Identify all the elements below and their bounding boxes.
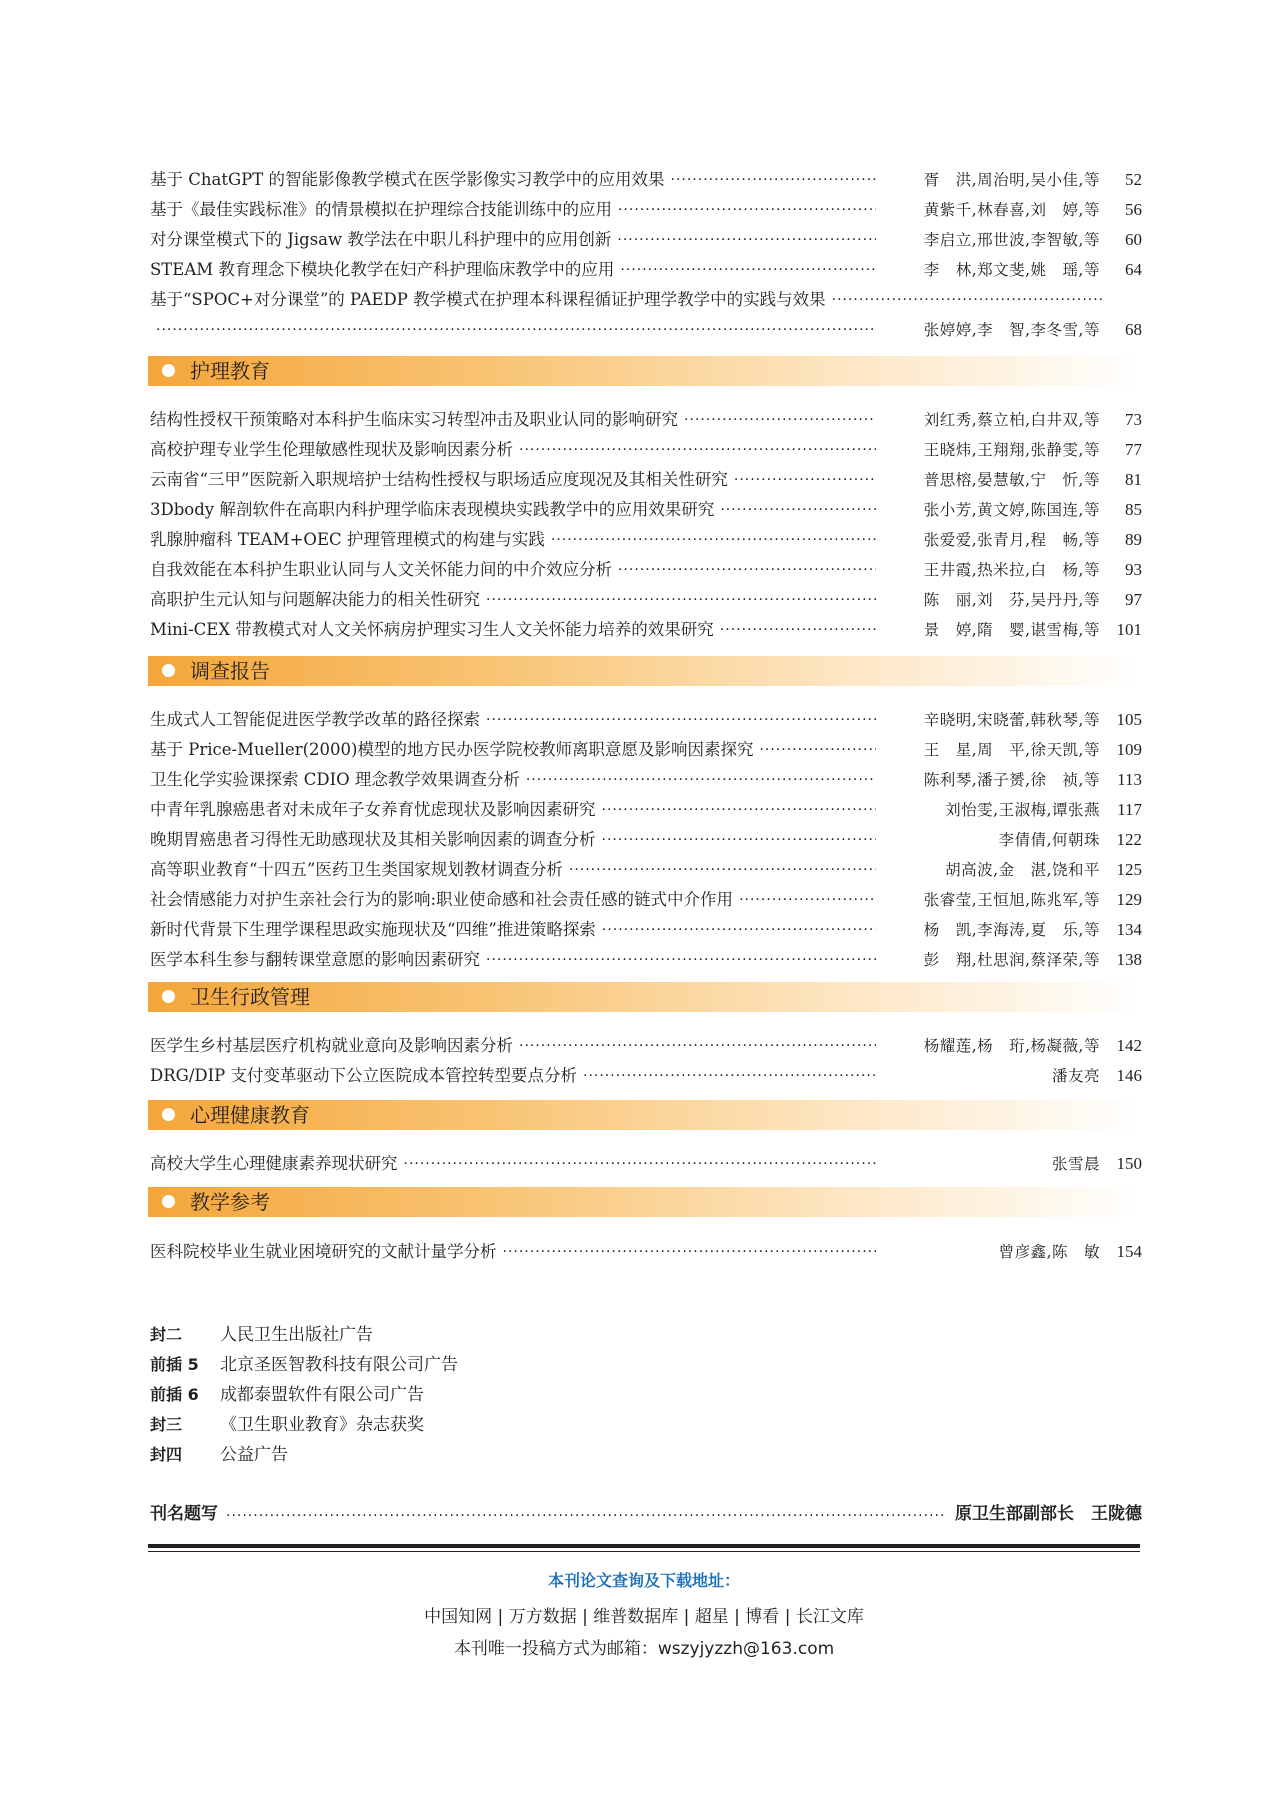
- toc-entry: [150, 550, 1142, 580]
- entry-page: 154: [1116, 1242, 1142, 1261]
- entry-title: 高职护生元认知与问题解决能力的相关性研究: [150, 590, 480, 609]
- entry-page: 129: [1116, 890, 1142, 909]
- credit-label: 刊名题写: [150, 1504, 218, 1524]
- advertisement-list: [150, 1320, 458, 1470]
- entry-page: 150: [1116, 1154, 1142, 1173]
- toc-block: [150, 400, 1142, 640]
- entry-page: 85: [1125, 500, 1142, 519]
- entry-title: 高校大学生心理健康素养现状研究: [150, 1154, 398, 1173]
- entry-title: 医学本科生参与翻转课堂意愿的影响因素研究: [150, 950, 480, 969]
- ad-item: [150, 1440, 458, 1470]
- toc-entry: [150, 700, 1142, 730]
- toc-entry: [150, 220, 1142, 250]
- section-header: [148, 1100, 1140, 1130]
- entry-page: 101: [1116, 620, 1142, 639]
- entry-authors: 张雪晨: [1051, 1155, 1100, 1173]
- entry-page: 142: [1116, 1036, 1142, 1055]
- toc-entry: [150, 190, 1142, 220]
- dot-leader: [486, 710, 876, 730]
- entry-authors: 杨 凯,李海涛,夏 乐,等: [923, 921, 1100, 939]
- toc-entry: [150, 430, 1142, 460]
- toc-block: [150, 160, 1142, 340]
- entry-authors: 曾彦鑫,陈 敏: [998, 1243, 1100, 1261]
- entry-title: 自我效能在本科护生职业认同与人文关怀能力间的中介效应分析: [150, 560, 612, 579]
- entry-page: 125: [1116, 860, 1142, 879]
- entry-title: 医学生乡村基层医疗机构就业意向及影响因素分析: [150, 1036, 513, 1055]
- dot-leader: [226, 1508, 947, 1524]
- entry-page: 64: [1125, 260, 1142, 279]
- credit-value: 原卫生部副部长 王陇德: [955, 1504, 1142, 1524]
- entry-title: 新时代背景下生理学课程思政实施现状及“四维”推进策略探索: [150, 920, 596, 939]
- dot-leader: [583, 1066, 876, 1086]
- section-title: 教学参考: [190, 1190, 270, 1214]
- dot-leader: [503, 1242, 877, 1262]
- entry-title: 云南省“三甲”医院新入职规培护士结构性授权与职场适应度现况及其相关性研究: [150, 470, 728, 489]
- entry-authors: 彭 翔,杜思润,蔡泽荣,等: [923, 951, 1100, 969]
- dot-leader: [519, 1036, 876, 1056]
- entry-authors: 刘红秀,蔡立柏,白井双,等: [923, 411, 1100, 429]
- dot-leader: [620, 260, 876, 280]
- entry-title: Mini-CEX 带教模式对人文关怀病房护理实习生人文关怀能力培养的效果研究: [150, 620, 714, 639]
- ad-item: [150, 1350, 458, 1380]
- toc-entry: [150, 880, 1142, 910]
- entry-title: 医科院校毕业生就业困境研究的文献计量学分析: [150, 1242, 497, 1261]
- entry-page: 146: [1116, 1066, 1142, 1085]
- entry-authors: 景 婷,隋 婴,谌雪梅,等: [923, 621, 1100, 639]
- toc-entry: [150, 760, 1142, 790]
- entry-authors: 胡高波,金 湛,饶和平: [945, 861, 1100, 879]
- dot-leader: [739, 890, 876, 910]
- ad-position: 前插 6: [150, 1385, 199, 1404]
- entry-title: 卫生化学实验课探索 CDIO 理念教学效果调查分析: [150, 770, 520, 789]
- toc-entry: [150, 1056, 1142, 1086]
- divider-thin: [148, 1551, 1140, 1552]
- entry-authors: 普思榕,晏慧敏,宁 忻,等: [923, 471, 1100, 489]
- footer-sources: 中国知网 | 万方数据 | 维普数据库 | 超星 | 博看 | 长江文库: [424, 1607, 864, 1627]
- entry-title: 对分课堂模式下的 Jigsaw 教学法在中职儿科护理中的应用创新: [150, 230, 612, 249]
- entry-authors: 陈 丽,刘 芬,吴丹丹,等: [923, 591, 1100, 609]
- entry-title: 生成式人工智能促进医学教学改革的路径探索: [150, 710, 480, 729]
- entry-authors: 李启立,邢世波,李智敏,等: [923, 231, 1100, 249]
- dot-leader: [569, 860, 876, 880]
- entry-page: 109: [1116, 740, 1142, 759]
- entry-title: 基于“SPOC+对分课堂”的 PAEDP 教学模式在护理本科课程循证护理学教学中的实践与效果: [150, 290, 826, 309]
- dot-leader: [720, 500, 876, 520]
- entry-authors: 张婷婷,李 智,李冬雪,等: [923, 321, 1100, 339]
- entry-authors: 李倩倩,何朝珠: [998, 831, 1100, 849]
- entry-page: 56: [1125, 200, 1142, 219]
- dot-leader: [156, 320, 876, 340]
- entry-page: 73: [1125, 410, 1142, 429]
- dot-leader: [617, 230, 876, 250]
- dot-leader: [519, 440, 876, 460]
- entry-authors: 辛晓明,宋晓蕾,韩秋琴,等: [923, 711, 1100, 729]
- toc-entry: [150, 490, 1142, 520]
- entry-page: 105: [1116, 710, 1142, 729]
- toc-entry: [150, 460, 1142, 490]
- entry-page: 122: [1116, 830, 1142, 849]
- entry-page: 68: [1125, 320, 1142, 339]
- toc-entry: [150, 790, 1142, 820]
- entry-authors: 刘怡雯,王淑梅,谭张燕: [945, 801, 1100, 819]
- toc-entry: [150, 1026, 1142, 1056]
- entry-authors: 王井霞,热米拉,白 杨,等: [923, 561, 1100, 579]
- entry-title: STEAM 教育理念下模块化教学在妇产科护理临床教学中的应用: [150, 260, 615, 279]
- entry-authors: 张爱爱,张青月,程 畅,等: [923, 531, 1100, 549]
- entry-title: 中青年乳腺癌患者对未成年子女养育忧虑现状及影响因素研究: [150, 800, 596, 819]
- section-header: [148, 656, 1140, 686]
- section-header: [148, 356, 1140, 386]
- section-header: [148, 1187, 1140, 1217]
- bullet-icon: [162, 990, 175, 1003]
- entry-title: 高等职业教育“十四五”医药卫生类国家规划教材调查分析: [150, 860, 563, 879]
- ad-position: 封三: [150, 1415, 183, 1434]
- toc-entry: [150, 910, 1142, 940]
- toc-entry: [150, 1144, 1142, 1174]
- entry-page: 77: [1125, 440, 1142, 459]
- toc-block: [150, 1232, 1142, 1262]
- entry-title: 3Dbody 解剖软件在高职内科护理学临床表现模块实践教学中的应用效果研究: [150, 500, 715, 519]
- dot-leader: [671, 170, 877, 190]
- bullet-icon: [162, 1108, 175, 1121]
- entry-authors: 胥 洪,周治明,吴小佳,等: [923, 171, 1100, 189]
- entry-authors: 潘友亮: [1051, 1067, 1100, 1085]
- entry-title: 基于 ChatGPT 的智能影像教学模式在医学影像实习教学中的应用效果: [150, 170, 665, 189]
- section-title: 护理教育: [190, 359, 270, 383]
- dot-leader: [618, 560, 876, 580]
- dot-leader: [684, 410, 876, 430]
- entry-page: 138: [1116, 950, 1142, 969]
- toc-entry: [150, 400, 1142, 430]
- ad-text: 成都泰盟软件有限公司广告: [220, 1385, 424, 1405]
- toc-entry: [150, 820, 1142, 850]
- section-title: 卫生行政管理: [190, 985, 310, 1009]
- toc-entry: [150, 850, 1142, 880]
- entry-authors: 陈利琴,潘子赟,徐 祯,等: [923, 771, 1100, 789]
- ad-text: 《卫生职业教育》杂志获奖: [220, 1415, 424, 1435]
- entry-title: 晚期胃癌患者习得性无助感现状及其相关影响因素的调查分析: [150, 830, 596, 849]
- entry-page: 93: [1125, 560, 1142, 579]
- footer-contact: 本刊唯一投稿方式为邮箱：wszyjyzzh@163.com: [453, 1639, 835, 1659]
- toc-entry: [150, 280, 1142, 310]
- dot-leader: [832, 290, 1102, 310]
- dot-leader: [602, 800, 877, 820]
- footer: [148, 1568, 1140, 1664]
- entry-authors: 李 林,郑文斐,姚 瑶,等: [923, 261, 1100, 279]
- dot-leader: [759, 740, 876, 760]
- dot-leader: [486, 590, 876, 610]
- entry-authors: 王 星,周 平,徐天凯,等: [923, 741, 1100, 759]
- entry-page: 52: [1125, 170, 1142, 189]
- section-title: 心理健康教育: [190, 1103, 310, 1127]
- dot-leader: [602, 830, 877, 850]
- ad-position: 封二: [150, 1325, 183, 1344]
- entry-title: 基于《最佳实践标准》的情景模拟在护理综合技能训练中的应用: [150, 200, 612, 219]
- ad-text: 公益广告: [220, 1445, 288, 1465]
- toc-entry: [150, 310, 1142, 340]
- bullet-icon: [162, 1195, 175, 1208]
- toc-block: [150, 1144, 1142, 1174]
- dot-leader: [486, 950, 876, 970]
- entry-page: 97: [1125, 590, 1142, 609]
- toc-entry: [150, 730, 1142, 760]
- footer-heading: 本刊论文查询及下载地址：: [547, 1571, 740, 1590]
- toc-entry: [150, 610, 1142, 640]
- ad-item: [150, 1410, 458, 1440]
- dot-leader: [551, 530, 876, 550]
- entry-page: 89: [1125, 530, 1142, 549]
- toc-entry: [150, 520, 1142, 550]
- dot-leader: [720, 620, 876, 640]
- dot-leader: [404, 1154, 877, 1174]
- toc-block: [150, 700, 1142, 970]
- entry-title: 高校护理专业学生伦理敏感性现状及影响因素分析: [150, 440, 513, 459]
- entry-authors: 张睿莹,王恒旭,陈兆军,等: [923, 891, 1100, 909]
- entry-page: 117: [1117, 800, 1142, 819]
- ad-item: [150, 1320, 458, 1350]
- dot-leader: [526, 770, 876, 790]
- toc-block: [150, 1026, 1142, 1086]
- entry-authors: 黄紫千,林春喜,刘 婷,等: [923, 201, 1100, 219]
- section-header: [148, 982, 1140, 1012]
- entry-title: DRG/DIP 支付变革驱动下公立医院成本管控转型要点分析: [150, 1066, 577, 1085]
- entry-title: 乳腺肿瘤科 TEAM+OEC 护理管理模式的构建与实践: [150, 530, 545, 549]
- entry-authors: 王晓炜,王翔翔,张静雯,等: [923, 441, 1100, 459]
- toc-entry: [150, 250, 1142, 280]
- entry-page: 60: [1125, 230, 1142, 249]
- bullet-icon: [162, 364, 175, 377]
- toc-entry: [150, 580, 1142, 610]
- divider-thick: [148, 1544, 1140, 1548]
- entry-page: 81: [1125, 470, 1142, 489]
- bullet-icon: [162, 664, 175, 677]
- entry-authors: 张小芳,黄文婷,陈国连,等: [923, 501, 1100, 519]
- ad-item: [150, 1380, 458, 1410]
- entry-page: 113: [1117, 770, 1142, 789]
- ad-position: 封四: [150, 1445, 183, 1464]
- dot-leader: [734, 470, 876, 490]
- entry-title: 社会情感能力对护生亲社会行为的影响:职业使命感和社会责任感的链式中介作用: [150, 890, 734, 909]
- title-calligraphy-credit: [150, 1498, 1142, 1524]
- entry-page: 134: [1116, 920, 1142, 939]
- toc-entry: [150, 160, 1142, 190]
- ad-text: 人民卫生出版社广告: [220, 1325, 373, 1345]
- entry-title: 基于 Price-Mueller(2000)模型的地方民办医学院校教师离职意愿及影响因素探究: [150, 740, 754, 759]
- ad-text: 北京圣医智教科技有限公司广告: [220, 1355, 458, 1375]
- toc-entry: [150, 1232, 1142, 1262]
- dot-leader: [618, 200, 876, 220]
- ad-position: 前插 5: [150, 1355, 199, 1374]
- entry-title: 结构性授权干预策略对本科护生临床实习转型冲击及职业认同的影响研究: [150, 410, 678, 429]
- dot-leader: [602, 920, 876, 940]
- entry-authors: 杨耀莲,杨 珩,杨凝薇,等: [923, 1037, 1100, 1055]
- section-title: 调查报告: [190, 659, 270, 683]
- toc-entry: [150, 940, 1142, 970]
